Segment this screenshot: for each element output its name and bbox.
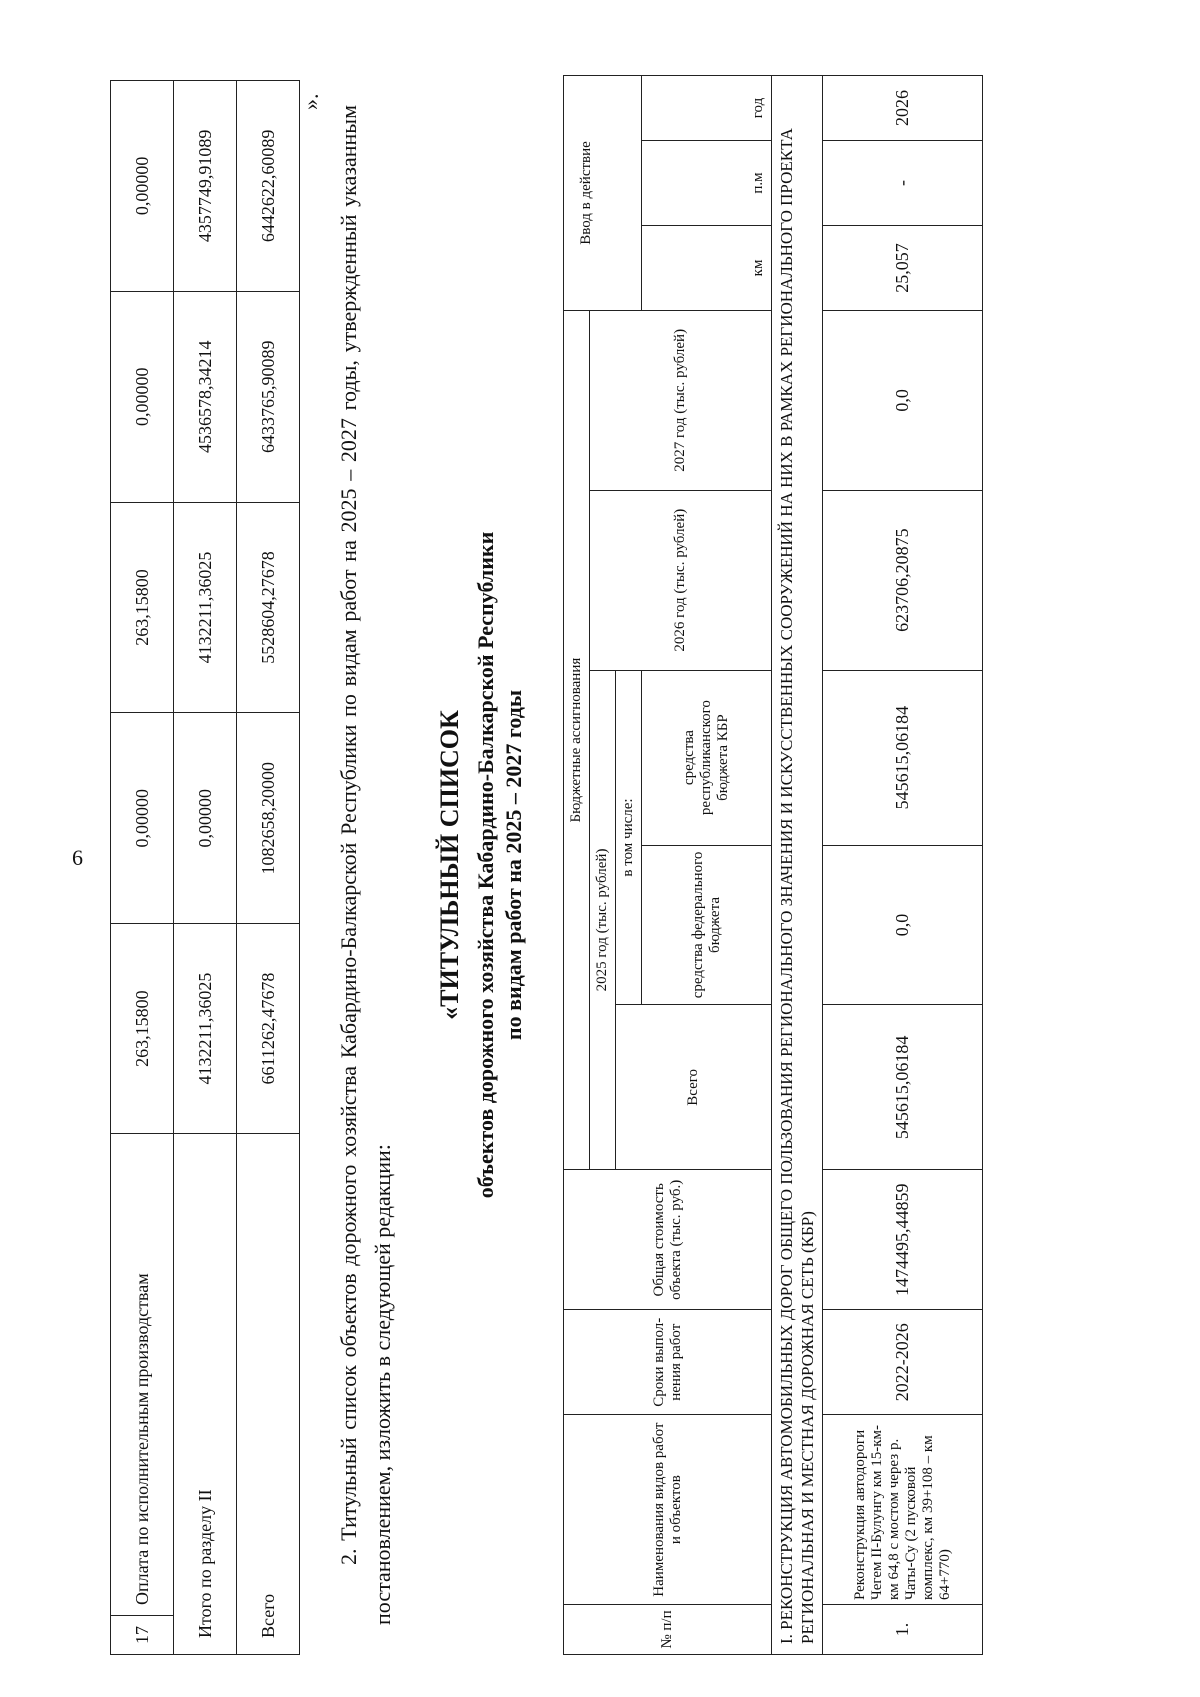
row-year: 2026 <box>823 76 983 141</box>
table-cell: 0,00000 <box>111 81 174 292</box>
header-federal: средства федерального бюджета <box>642 845 772 1005</box>
table-cell: 6433765,90089 <box>237 291 300 502</box>
rotated-page-content <box>40 75 1160 1655</box>
header-cost: Общая стоимость объекта (тыс. руб.) <box>564 1170 772 1310</box>
paragraph-text: Титульный список объектов дорожного хозяйства Кабардино-Балкарской Республики по видам работ на 2025 – 2027 годы, утвержденный указанным постановлением, изложить в следующей редакции: <box>336 105 395 1625</box>
title-line-3: по видам работ на 2025 – 2027 годы <box>501 689 526 1041</box>
header-year-2027: 2027 год (тыс. рублей) <box>590 310 772 490</box>
table-row <box>111 81 174 1655</box>
title-list-table <box>563 75 983 1655</box>
row-2026: 623706,20875 <box>823 490 983 670</box>
title-line-1: «ТИТУЛЬНЫЙ СПИСОК <box>435 710 464 1020</box>
table-cell: 0,00000 <box>111 713 174 924</box>
header-km: км <box>642 225 772 310</box>
header-year-2025: 2025 год (тыс. рублей) <box>590 670 616 1170</box>
table-cell: 263,15800 <box>111 502 174 713</box>
table-cell: 6442622,60089 <box>237 81 300 292</box>
table-cell: 4132211,36025 <box>174 924 237 1134</box>
row-num: 1. <box>823 1605 983 1655</box>
header-pm: п.м <box>642 141 772 226</box>
document-title <box>435 75 527 1655</box>
row-terms: 2022-2026 <box>823 1310 983 1415</box>
header-year-2026: 2026 год (тыс. рублей) <box>590 490 772 670</box>
header-commissioning: Ввод в действие <box>564 76 642 311</box>
row-name: Реконструкция автодороги Чегем II-Булунгу км 15-км-км 64,8 с мостом через р. Чаты-Су (2 пусковой комплекс, км 39+108 – км 64+770) <box>823 1415 983 1605</box>
table-row <box>174 81 237 1655</box>
table-cell: 6611262,47678 <box>237 924 300 1134</box>
row-label: Всего <box>237 1134 300 1655</box>
row-total: 545615,06184 <box>823 1005 983 1170</box>
row-federal: 0,0 <box>823 845 983 1005</box>
header-including: в том числе: <box>616 670 642 1005</box>
table-cell: 0,00000 <box>174 713 237 924</box>
table-cell: 4357749,91089 <box>174 81 237 292</box>
table-cell: 0,00000 <box>111 291 174 502</box>
paragraph-number: 2. <box>336 1548 361 1565</box>
row-pm: - <box>823 141 983 226</box>
table-cell: 1082658,20000 <box>237 713 300 924</box>
title-line-2: объектов дорожного хозяйства Кабардино-Балкарской Республики <box>473 531 498 1199</box>
summary-table <box>110 80 300 1655</box>
header-total: Всего <box>616 1005 772 1170</box>
body-paragraph <box>332 105 400 1625</box>
row-2027: 0,0 <box>823 310 983 490</box>
table-cell: 4536578,34214 <box>174 291 237 502</box>
table-cell: 263,15800 <box>111 924 174 1134</box>
row-republic: 545615,06184 <box>823 670 983 845</box>
table-row <box>237 81 300 1655</box>
header-republic: средства республиканского бюджета КБР <box>642 670 772 845</box>
row-index: 17 <box>111 1615 173 1654</box>
header-terms: Сроки выпол-нения работ <box>564 1310 772 1415</box>
page-number: 6 <box>72 845 83 870</box>
closing-quote: ». <box>298 93 323 110</box>
header-name: Наименования видов работ и объектов <box>564 1415 772 1605</box>
row-label: Итого по разделу II <box>174 1134 237 1655</box>
table-row <box>823 76 983 1655</box>
header-year: год <box>642 76 772 141</box>
table-cell: 5528604,27678 <box>237 502 300 713</box>
row-cost: 1474495,44859 <box>823 1170 983 1310</box>
table-cell: 4132211,36025 <box>174 502 237 713</box>
header-num: № п/п <box>564 1605 772 1655</box>
header-budget: Бюджетные ассигнования <box>564 310 590 1169</box>
row-km: 25,057 <box>823 225 983 310</box>
section-title: I. РЕКОНСТРУКЦИЯ АВТОМОБИЛЬНЫХ ДОРОГ ОБЩЕГО ПОЛЬЗОВАНИЯ РЕГИОНАЛЬНОГО ЗНАЧЕНИЯ И ИСКУССТВЕННЫХ СООРУЖЕНИЙ НА НИХ В РАМКАХ РЕГИОНАЛЬНОГО ПРОЕКТА РЕГИОНАЛЬНАЯ И МЕСТНАЯ ДОРОЖНАЯ СЕТЬ (КБР) <box>772 76 823 1655</box>
row-label: Оплата по исполнительным производствам <box>131 1273 152 1605</box>
